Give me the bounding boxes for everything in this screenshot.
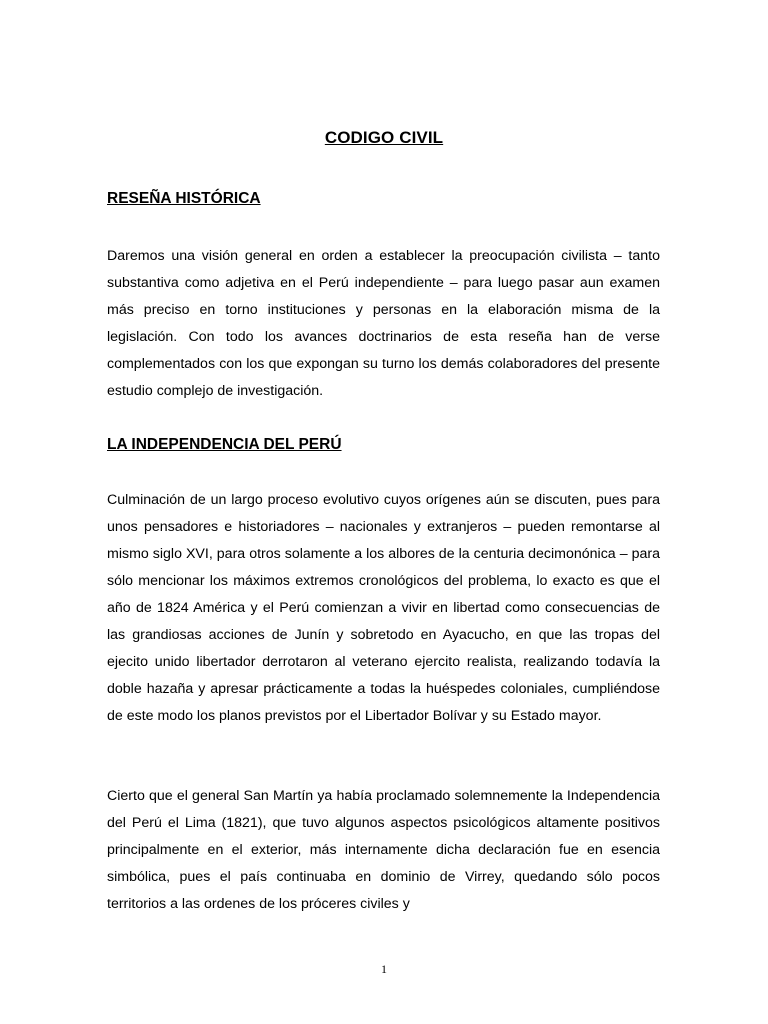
page-number: 1 (381, 962, 387, 976)
section-heading-independencia: LA INDEPENDENCIA DEL PERÚ (107, 436, 342, 453)
document-title: CODIGO CIVIL (324, 128, 444, 147)
paragraph-resena: Daremos una visión general en orden a establecer la preocupación civilista – tanto substantiva como adjetiva en el Perú independiente – para luego pasar aun examen más preciso en torno instituciones y personas en la elaboración misma de la legislación. Con todo los avances doctrinarios de esta reseña han de verse complementados con los que expongan su turno los demás colaboradores del presente estudio complejo de investigación. (107, 248, 660, 399)
paragraph-independencia-1: Culminación de un largo proceso evolutivo cuyos orígenes aún se discuten, pues para unos pensadores e historiadores – nacionales y extranjeros – pueden remontarse al mismo siglo XVI, para otros solamente a los albores de la centuria decimonónica – para sólo mencionar los máximos extremos cronológicos del problema, lo exacto es que el año de 1824 América y el Perú comienzan a vivir en libertad como consecuencias de las grandiosas acciones de Junín y sobretodo en Ayacucho, en que las tropas del ejecito unido libertador derrotaron al veterano ejercito realista, realizando todavía la doble hazaña y apresar prácticamente a todas la huéspedes coloniales, cumpliéndose de este modo los planos previstos por el Libertador Bolívar y su Estado mayor. (107, 492, 660, 724)
section-heading-resena: RESEÑA HISTÓRICA (107, 190, 261, 207)
paragraph-independencia-2: Cierto que el general San Martín ya había proclamado solemnemente la Independencia del Perú el Lima (1821), que tuvo algunos aspectos psicológicos altamente positivos principalmente en el exterior, más internamente dicha declaración fue en esencia simbólica, pues el país continuaba en dominio de Virrey, quedando sólo pocos territorios a las ordenes de los próceres civiles y (107, 788, 660, 912)
